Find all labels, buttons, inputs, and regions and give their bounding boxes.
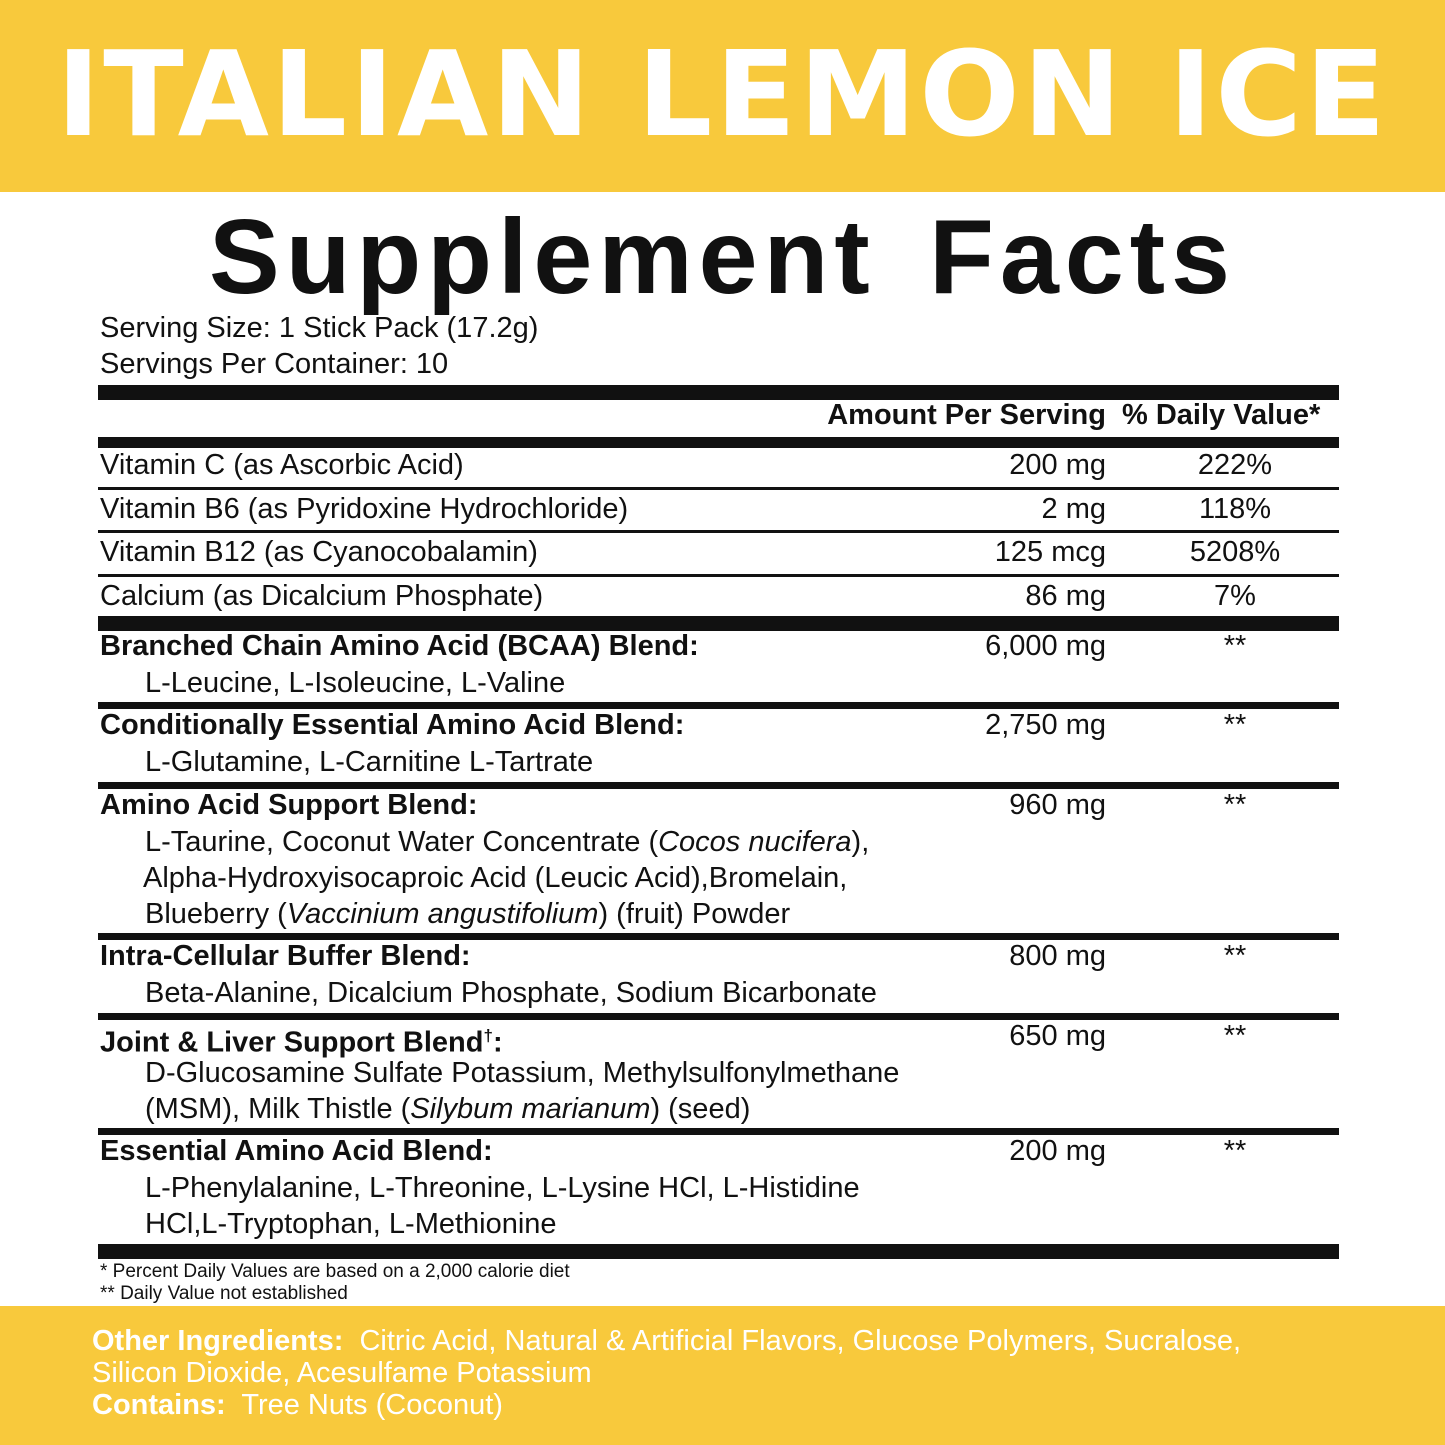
blend-name: Amino Acid Support Blend: bbox=[100, 789, 478, 821]
blend-amount: 2,750 mg bbox=[985, 709, 1106, 741]
blend-ingredients: D-Glucosamine Sulfate Potassium, Methylsulfonylmethane bbox=[145, 1057, 900, 1089]
nutrient-amount: 125 mcg bbox=[994, 536, 1106, 568]
blend-ingredients: (MSM), Milk Thistle (Silybum marianum) (seed) bbox=[145, 1093, 751, 1125]
blend-dv: ** bbox=[1223, 709, 1247, 741]
blend-amount: 200 mg bbox=[1009, 1135, 1106, 1167]
nutrient-dv: 222% bbox=[1197, 449, 1273, 481]
serving-size: Serving Size: 1 Stick Pack (17.2g) bbox=[100, 312, 539, 344]
nutrient-dv: 5208% bbox=[1189, 536, 1281, 568]
header-daily-value: % Daily Value* bbox=[1122, 399, 1321, 431]
page-title: Supplement Facts bbox=[209, 198, 1236, 316]
nutrient-name: Vitamin B12 (as Cyanocobalamin) bbox=[100, 536, 538, 568]
blend-amount: 650 mg bbox=[1009, 1020, 1106, 1052]
blend-ingredients: L-Glutamine, L-Carnitine L-Tartrate bbox=[145, 746, 594, 778]
divider-medium bbox=[98, 437, 1339, 448]
dagger-mark: † bbox=[483, 1026, 493, 1045]
divider-thick bbox=[98, 1244, 1339, 1259]
blend-dv: ** bbox=[1223, 1135, 1247, 1167]
other-ingredients-label: Other Ingredients: bbox=[92, 1325, 344, 1357]
blend-dv: ** bbox=[1223, 789, 1247, 821]
blend-ingredients: Blueberry (Vaccinium angustifolium) (fruit) Powder bbox=[145, 898, 791, 930]
blend-dv: ** bbox=[1223, 630, 1247, 662]
blend-amount: 6,000 mg bbox=[985, 630, 1106, 662]
blend-amount: 800 mg bbox=[1009, 940, 1106, 972]
other-ingredients-line: Other Ingredients: Citric Acid, Natural & Artificial Flavors, Glucose Polymers, Sucralose, bbox=[92, 1325, 1242, 1357]
flavor-title: ITALIAN LEMON ICE bbox=[56, 25, 1389, 163]
divider-thin bbox=[98, 530, 1339, 533]
blend-name: Essential Amino Acid Blend: bbox=[100, 1135, 493, 1167]
blend-name: Joint & Liver Support Blend†: bbox=[100, 1026, 503, 1059]
divider-thin bbox=[98, 574, 1339, 577]
blend-ingredients: L-Taurine, Coconut Water Concentrate (Cocos nucifera), bbox=[145, 826, 870, 858]
blend-dv: ** bbox=[1223, 940, 1247, 972]
header-amount: Amount Per Serving bbox=[827, 399, 1106, 431]
blend-amount: 960 mg bbox=[1009, 789, 1106, 821]
nutrient-name: Vitamin B6 (as Pyridoxine Hydrochloride) bbox=[100, 493, 629, 525]
servings-per-container: Servings Per Container: 10 bbox=[100, 348, 449, 380]
footnote: ** Daily Value not established bbox=[100, 1283, 348, 1304]
blend-dv: ** bbox=[1223, 1020, 1247, 1052]
nutrient-name: Vitamin C (as Ascorbic Acid) bbox=[100, 449, 464, 481]
blend-ingredients: HCl,L-Tryptophan, L-Methionine bbox=[145, 1208, 557, 1240]
blend-name: Intra-Cellular Buffer Blend: bbox=[100, 940, 471, 972]
blend-name: Conditionally Essential Amino Acid Blend: bbox=[100, 709, 685, 741]
blend-ingredients: Beta-Alanine, Dicalcium Phosphate, Sodium Bicarbonate bbox=[145, 977, 877, 1009]
blend-name: Branched Chain Amino Acid (BCAA) Blend: bbox=[100, 630, 699, 662]
nutrient-dv: 118% bbox=[1198, 493, 1272, 525]
blend-ingredients: Alpha-Hydroxyisocaproic Acid (Leucic Acid),Bromelain, bbox=[143, 862, 848, 894]
nutrient-dv: 7% bbox=[1214, 580, 1256, 612]
blend-ingredients: L-Leucine, L-Isoleucine, L-Valine bbox=[145, 667, 566, 699]
other-ingredients-line: Silicon Dioxide, Acesulfame Potassium bbox=[92, 1357, 592, 1389]
blend-ingredients: L-Phenylalanine, L-Threonine, L-Lysine HCl, L-Histidine bbox=[145, 1172, 860, 1204]
contains-line: Contains: Tree Nuts (Coconut) bbox=[92, 1389, 503, 1421]
contains-label: Contains: bbox=[92, 1389, 226, 1421]
divider-thin bbox=[98, 487, 1339, 490]
nutrient-name: Calcium (as Dicalcium Phosphate) bbox=[100, 580, 544, 612]
nutrient-amount: 86 mg bbox=[1025, 580, 1106, 612]
nutrient-amount: 2 mg bbox=[1041, 493, 1106, 525]
nutrient-amount: 200 mg bbox=[1009, 449, 1106, 481]
footnote: * Percent Daily Values are based on a 2,000 calorie diet bbox=[100, 1261, 570, 1282]
